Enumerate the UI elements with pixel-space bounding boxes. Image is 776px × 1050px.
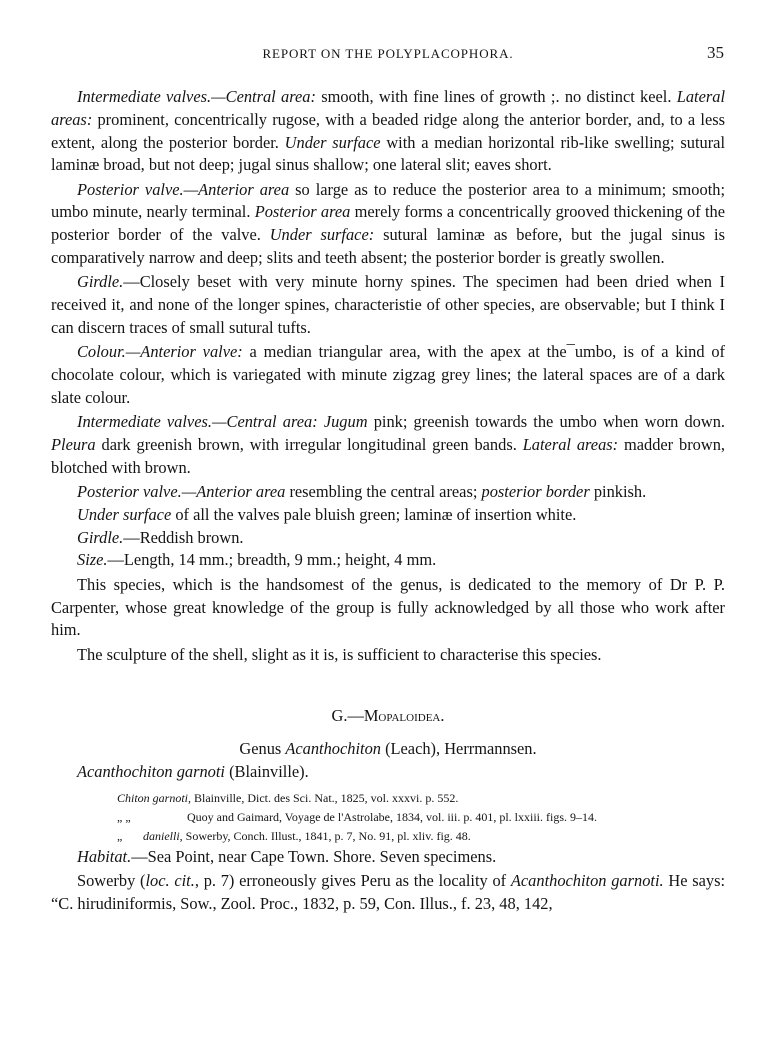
paragraph-intermediate-valves: Intermediate valves.—Central area: smooth, with fine lines of growth ;. no distinct keel. Lateral areas: prominent, concentrically rugose, with a beaded ridge along the anterior border, and, to a less extent, along the posterior border. Under surface with a median horizontal rib-like swelling; sutural laminæ broad, but not deep; jugal sinus shallow; one lateral slit; eaves short. [51,87,726,175]
synonymy-entry: „ danielli, Sowerby, Conch. Illust., 1841, p. 7, No. 91, pl. xliv. fig. 48. [117,828,471,843]
genus-heading: Genus Acanthochiton (Leach), Herrmannsen. [239,739,537,759]
species-heading: Acanthochiton garnoti (Blainville). [77,762,309,782]
paragraph-girdle-colour: Girdle.—Reddish brown. [77,527,244,547]
running-title: REPORT ON THE POLYPLACOPHORA. [262,46,514,61]
paragraph-sowerby: Sowerby (loc. cit., p. 7) erroneously gives Peru as the locality of Acanthochiton garnoti. He says: “C. hirudiniformis, Sow., Zool. Proc., 1832, p. 59, Con. Illus., f. 23, 48, 142, [51,871,726,913]
synonymy-entry: „ „ Quoy and Gaimard, Voyage de l'Astrolabe, 1834, vol. iii. p. 401, pl. lxxiii. figs. 9–14. [117,809,598,824]
section-heading: G.—Mopaloidea. [331,706,445,726]
running-header [0,42,776,64]
paragraph-colour-intermediate: Intermediate valves.—Central area: Jugum pink; greenish towards the umbo when worn down. Pleura dark greenish brown, with irregular longitudinal green bands. Lateral areas: madder brown, blotched with brown. [51,412,725,477]
synonymy-entry: Chiton garnoti, Blainville, Dict. des Sci. Nat., 1825, vol. xxxvi. p. 552. [117,790,459,805]
paragraph-posterior-valve: Posterior valve.—Anterior area so large as to reduce the posterior area to a minimum; smooth; umbo minute, nearly terminal. Posterior area merely forms a concentrically grooved thickening of the posterior border of the valve. Under surface: sutural laminæ as before, but the jugal sinus is comparatively narrow and deep; slits and teeth absent; the posterior border is greatly swollen. [51,179,726,268]
paragraph-girdle: Girdle.—Closely beset with very minute horny spines. The specimen had been dried when I received it, and none of the longer spines, characteristie of other species, are observable; but I think I can discern traces of small sutural tufts. [51,272,725,337]
body-text [51,86,725,916]
paragraph-habitat: Habitat.—Sea Point, near Cape Town. Shore. Seven specimens. [77,846,497,866]
paragraph-dedication: This species, which is the handsomest of the genus, is dedicated to the memory of Dr P. P. Carpenter, whose great knowledge of the group is fully acknowledged by all those who work after him. [51,574,725,640]
page-number: 35 [707,43,724,62]
synonymy-list [51,789,725,846]
paragraph-colour-posterior: Posterior valve.—Anterior area resembling the central areas; posterior border pinkish. [77,482,647,502]
paragraph-under-surface: Under surface of all the valves pale bluish green; laminæ of insertion white. [77,504,577,524]
paragraph-size: Size.—Length, 14 mm.; breadth, 9 mm.; height, 4 mm. [77,550,437,570]
paragraph-colour: Colour.—Anterior valve: a median triangular area, with the apex at the¯umbo, is of a kind of chocolate colour, which is variegated with minute zigzag grey lines; the lateral spaces are of a dark slate colour. [51,342,725,407]
paragraph-sculpture: The sculpture of the shell, slight as it is, is sufficient to characterise this species. [77,644,602,664]
